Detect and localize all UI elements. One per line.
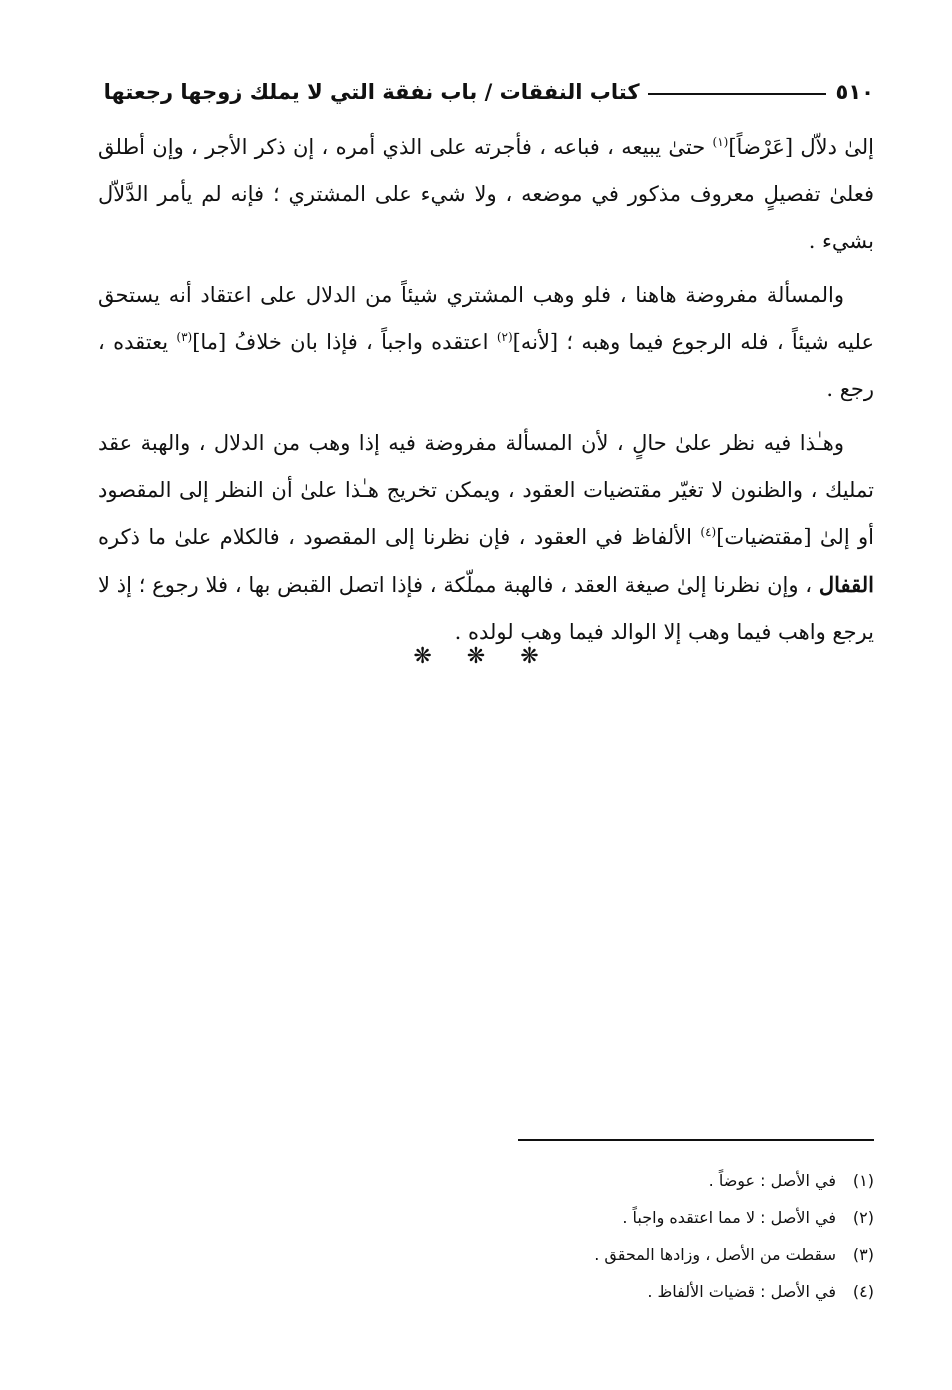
divider-star-3: ❋ [413,644,432,669]
bold-name-qaffal: القفال [818,572,874,597]
paragraph-3 [98,420,874,656]
divider-star-2: ❋ [466,644,486,669]
page-header [98,74,874,110]
footnote-1 [374,1162,874,1199]
paragraph-1-text-1: إلىٰ دلاّل [عَرْضاً] [728,135,874,159]
paragraph-2-text-1: والمسألة مفروضة هاهنا ، فلو وهب المشتري شيئاً من الدلال على اعتقاد أنه يستحق عليه شيئاً ، فله الرجوع فيما وهبه ؛ [لأنه] [98,283,874,354]
footnote-4 [374,1273,874,1310]
footnote-marker-3: (٣) [176,330,193,344]
section-divider [0,644,952,669]
paragraph-1 [98,124,874,265]
page-number: ٥١٠ [835,80,874,104]
footnote-rule [518,1139,874,1141]
paragraph-3-text-3: ، وإن نظرنا إلىٰ صيغة العقد ، فالهبة مملّكة ، فإذا اتصل القبض بها ، فلا رجوع ؛ إذ لا يرجع واهب فيما وهب إلا الوالد فيما وهب لولده . [98,573,874,644]
footnote-number: (٢) [852,1208,874,1227]
footnote-number: (٣) [852,1245,874,1264]
running-title: كتاب النفقات / باب نفقة التي لا يملك زوجها رجعتها [103,80,640,104]
footnote-text: في الأصل : لا مما اعتقده واجباً . [622,1208,836,1227]
main-text [98,124,874,663]
footnote-text: في الأصل : عوضاً . [708,1171,836,1190]
paragraph-1-text-2: حتىٰ يبيعه ، فباعه ، فأجرته على الذي أمره ، إن ذكر الأجر ، وإن أطلق فعلىٰ تفصيلٍ معروف مذكور في موضعه ، ولا شيء على المشتري ؛ فإنه لم يأمر الدَّلاّل بشيء . [98,135,874,253]
footnote-number: (١) [852,1171,874,1190]
paragraph-3-text-2: الألفاظ في العقود ، فإن نظرنا إلى المقصود ، فالكلام علىٰ ما ذكره [98,525,701,549]
footnote-text: سقطت من الأصل ، وزادها المحقق . [594,1245,836,1264]
paragraph-2-text-2: اعتقده واجباً ، فإذا بان خلافُ [ما] [192,330,497,354]
header-rule [648,93,826,95]
footnote-marker-2: (٢) [496,330,513,344]
divider-star-1: ❋ [520,644,539,669]
footnote-marker-4: (٤) [700,525,717,539]
footnote-3 [374,1236,874,1273]
footnote-marker-1: (١) [712,135,729,149]
footnote-2 [374,1199,874,1236]
paragraph-3-text-1: وهـٰذا فيه نظر علىٰ حالٍ ، لأن المسألة مفروضة فيه إذا وهب من الدلال ، والهبة عقد تمليك ، والظنون لا تغيّر مقتضيات العقود ، ويمكن تخريج هـٰذا علىٰ أن النظر إلى المقصود أو إلىٰ [مقتضيات] [98,431,875,549]
footnote-number: (٤) [852,1282,874,1301]
paragraph-2-text-3: يعتقده ، رجع . [98,330,874,401]
footnote-text: في الأصل : قضيات الألفاظ . [647,1282,836,1301]
paragraph-2 [98,272,874,413]
footnotes [374,1162,874,1310]
